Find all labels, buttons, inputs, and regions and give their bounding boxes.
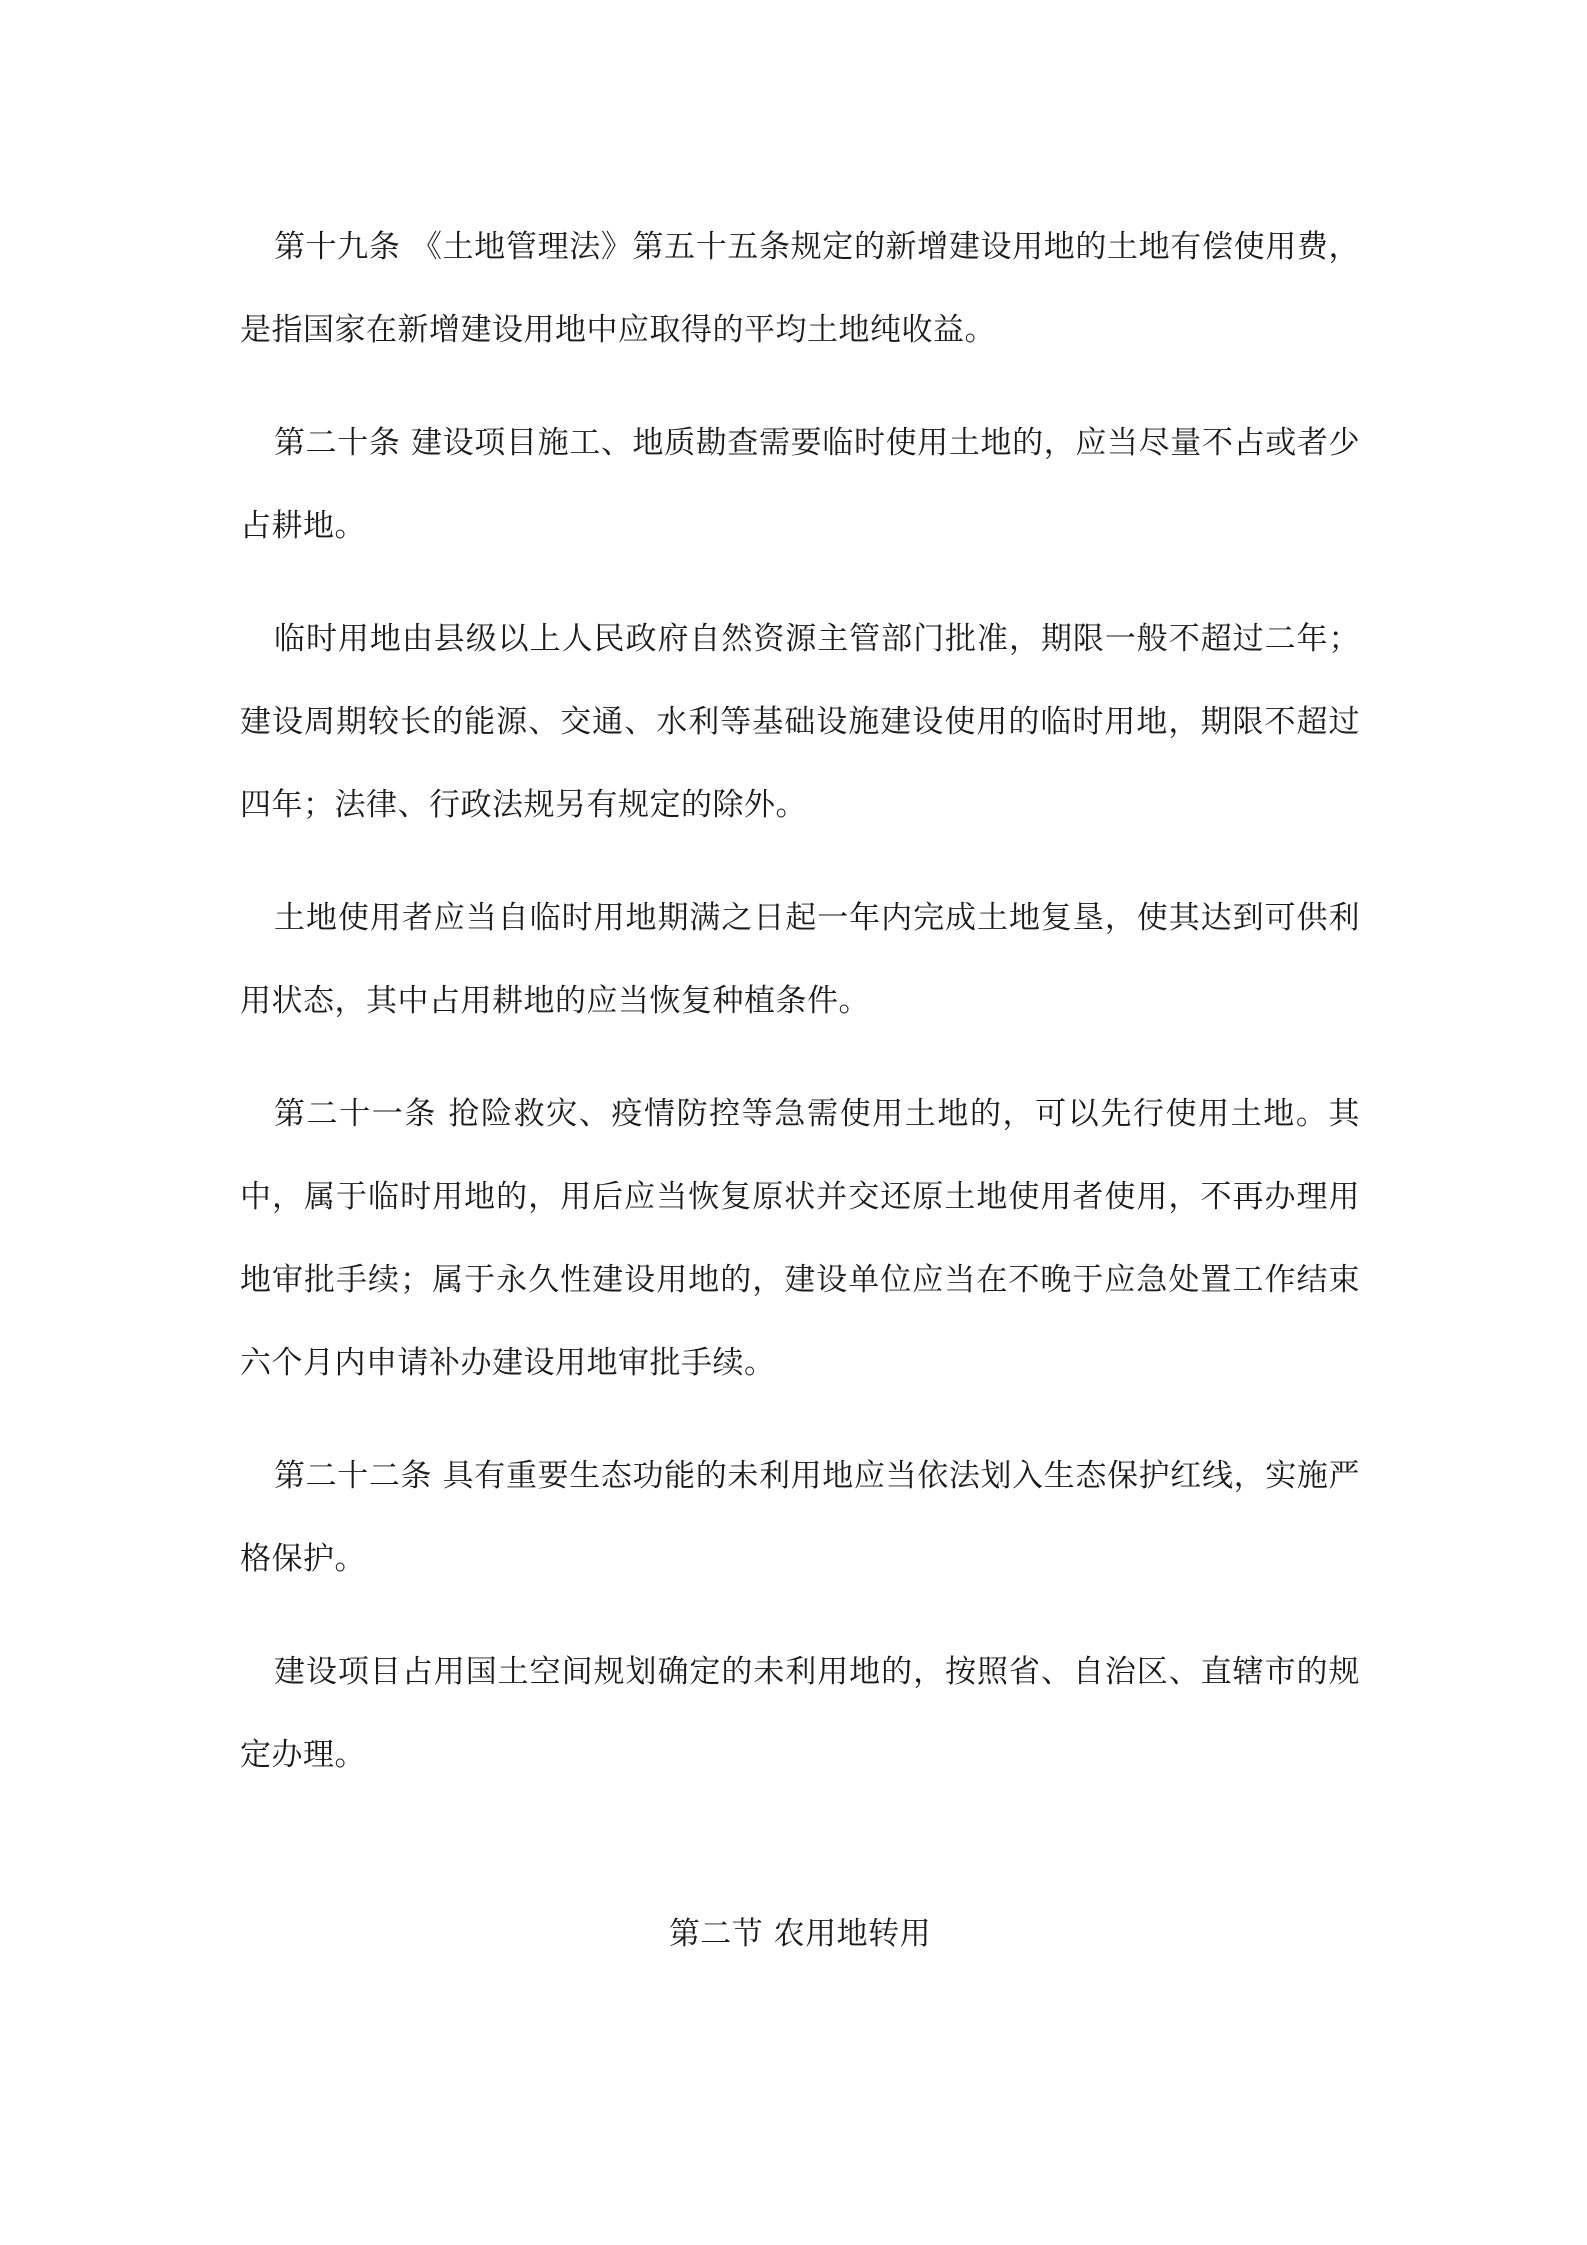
paragraph-article-20: 第二十条 建设项目施工、地质勘查需要临时使用土地的，应当尽量不占或者少占耕地。	[240, 425, 1360, 544]
paragraph-article-19: 第十九条 《土地管理法》第五十五条规定的新增建设用地的土地有偿使用费，是指国家在新增建设用地中应取得的平均土地纯收益。	[240, 229, 1360, 348]
paragraph-land-reclamation: 土地使用者应当自临时用地期满之日起一年内完成土地复垦，使其达到可供利用状态，其中占用耕地的应当恢复种植条件。	[240, 900, 1360, 1019]
paragraph-temporary-land-approval: 临时用地由县级以上人民政府自然资源主管部门批准，期限一般不超过二年；建设周期较长的能源、交通、水利等基础设施建设使用的临时用地，期限不超过四年；法律、行政法规另有规定的除外。	[240, 621, 1360, 823]
paragraph-unused-land: 建设项目占用国土空间规划确定的未利用地的，按照省、自治区、直辖市的规定办理。	[240, 1654, 1360, 1773]
paragraph-article-21: 第二十一条 抢险救灾、疫情防控等急需使用土地的，可以先行使用土地。其中，属于临时用地的，用后应当恢复原状并交还原土地使用者使用，不再办理用地审批手续；属于永久性建设用地的，建设单位应当在不晚于应急处置工作结束六个月内申请补办建设用地审批手续。	[240, 1096, 1360, 1381]
document-body	[240, 206, 1360, 1976]
paragraph-article-22: 第二十二条 具有重要生态功能的未利用地应当依法划入生态保护红线，实施严格保护。	[240, 1458, 1360, 1577]
section-heading: 第二节 农用地转用	[668, 1916, 932, 1952]
